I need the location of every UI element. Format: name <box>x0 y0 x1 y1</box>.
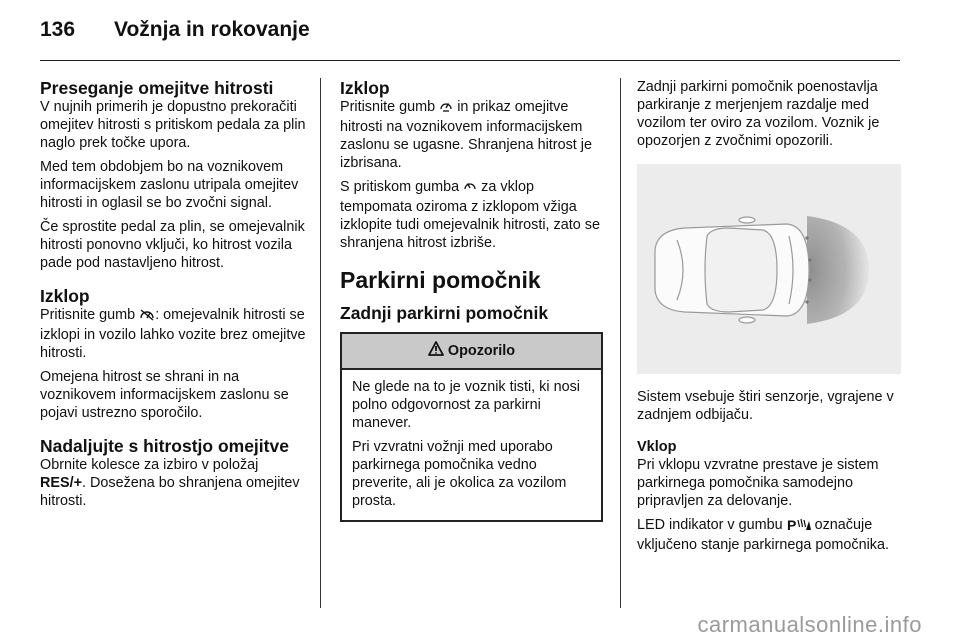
page-header <box>40 18 310 48</box>
chapter-title: Vožnja in rokovanje <box>114 18 310 41</box>
paragraph-text: S pritiskom gumba <box>340 179 460 195</box>
column-2 <box>340 78 605 522</box>
watermark: carmanualsonline.info <box>697 612 922 637</box>
warning-title: Opozorilo <box>447 343 516 359</box>
speed-limiter-off-icon <box>139 308 155 326</box>
paragraph: Če sprostite pedal za plin, se omejevalnik hitrosti ponovno vključi, ko hitrost vozila pade pod nastavljeno hitrost. <box>40 219 305 271</box>
paragraph-text: Pritisnite gumb <box>40 307 136 323</box>
column-3 <box>637 78 905 554</box>
warning-triangle-icon <box>428 341 444 361</box>
section-title: Preseganje omejitve hitrosti <box>40 78 274 98</box>
paragraph <box>340 98 605 172</box>
paragraph: V nujnih primerih je dopustno prekoračiti omejitev hitrosti s pritiskom pedala za plin naglo prek točke upora. <box>40 99 306 151</box>
speed-limiter-icon <box>439 99 453 118</box>
paragraph-text: Obrnite kolesce za izbiro v položaj <box>40 457 259 473</box>
svg-text:P: P <box>786 517 796 531</box>
subsection-title: Zadnji parkirni pomočnik <box>340 303 549 323</box>
warning-paragraph: Pri vzvratni vožnji med uporabo parkirnega pomočnika vedno preverite, ali je okolica za vozilom prosta. <box>352 439 567 509</box>
paragraph-text: : omejevalnik hitrosti se izklopi in vozilo lahko vozite brez omejitve hitrosti. <box>40 307 306 361</box>
paragraph: Zadnji parkirni pomočnik poenostavlja parkiranje z merjenjem razdalje med vozilom ter oviro za vozilom. Voznik je opozorjen z zvočnimi opozorili. <box>637 79 880 149</box>
paragraph <box>40 456 306 510</box>
paragraph: Omejena hitrost se shrani in na voznikovem informacijskem zaslonu se pojavi ustrezno sporočilo. <box>40 369 289 421</box>
warning-header <box>342 334 601 370</box>
warning-box <box>340 332 603 522</box>
warning-body <box>342 370 601 520</box>
paragraph-text: in prikaz omejitve hitrosti na voznikovem informacijskem zaslonu se ugasne. Shranjena hitrost je izbrisana. <box>340 99 592 171</box>
park-assist-icon <box>787 517 811 536</box>
column-1 <box>40 78 306 510</box>
page-number: 136 <box>40 18 76 41</box>
paragraph <box>637 516 905 554</box>
paragraph: Med tem obdobjem bo na voznikovem informacijskem zaslonu utripala omejitev hitrosti in oglasil se bo zvočni signal. <box>40 159 299 211</box>
section-title: Vklop <box>637 439 677 455</box>
paragraph-text: Pritisnite gumb <box>340 99 436 115</box>
section-title: Nadaljujte s hitrostjo omejitve <box>40 436 289 456</box>
paragraph: Pri vklopu vzvratne prestave je sistem parkirnega pomočnika samodejno pripravljen za delovanje. <box>637 457 879 509</box>
column-divider <box>320 78 321 608</box>
park-assist-illustration <box>637 164 901 374</box>
control-position: RES/+ <box>40 475 82 491</box>
cruise-control-icon <box>463 179 477 198</box>
paragraph <box>40 306 306 362</box>
paragraph-text: . Dosežena bo shranjena omejitev hitrosti. <box>40 475 300 509</box>
paragraph: Sistem vsebuje štiri senzorje, vgrajene v zadnjem odbijaču. <box>637 389 894 423</box>
chapter-section-title: Parkirni pomočnik <box>340 267 541 293</box>
column-divider <box>620 78 621 608</box>
warning-paragraph: Ne glede na to je voznik tisti, ki nosi polno odgovornost za parkirni manever. <box>352 379 580 431</box>
paragraph-text: označuje vključeno stanje parkirnega pomočnika. <box>637 517 889 553</box>
section-title: Izklop <box>340 78 390 98</box>
section-title: Izklop <box>40 286 90 306</box>
header-rule <box>40 60 900 61</box>
paragraph-text: LED indikator v gumbu <box>637 517 783 533</box>
paragraph-text: za vklop tempomata oziroma z izklopom vžiga izklopite tudi omejevalnik hitrosti, zato se shranjena hitrost izbriše. <box>340 179 600 251</box>
paragraph <box>340 178 605 252</box>
